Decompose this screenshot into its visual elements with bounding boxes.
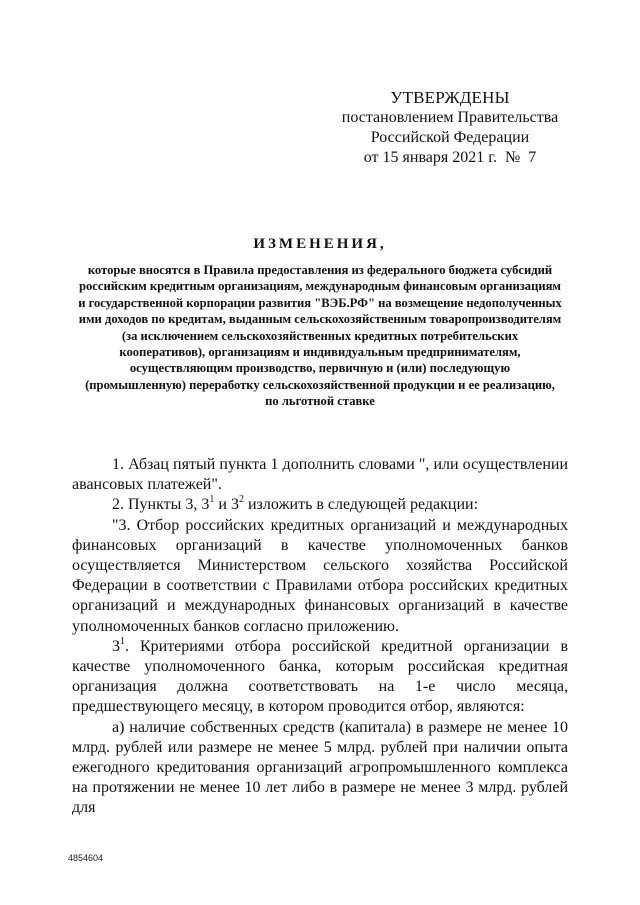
paragraph-5: а) наличие собственных средств (капитала) в размере не менее 10 млрд. рублей или размере не менее 5 млрд. рублей при наличии опыта ежегодного кредитования организаций агропромышленного комплекса на протяжении не менее 10 лет либо в размере не менее 3 млрд. рублей для	[72, 718, 568, 817]
document-title: ИЗМЕНЕНИЯ,	[253, 236, 387, 252]
approval-line-3: от 15 января 2021 г. № 7	[363, 149, 537, 166]
paragraph-4-part-b: . Критериями отбора российской кредитной организации в качестве уполномоченного банка, которым российская кредитная организация должна соответствовать на 1-е число месяца, предшествующего месяцу, в котором проводится отбор, являются:	[72, 637, 568, 716]
paragraph-2-part-b: и 3	[214, 496, 239, 514]
document-number: 4854604	[68, 853, 104, 863]
paragraph-1: 1. Абзац пятый пункта 1 дополнить словами ", или осуществлении авансовых платежей".	[72, 456, 568, 494]
paragraph-2-sup-1: 1	[209, 494, 215, 506]
approval-line-2: Российской Федерации	[370, 129, 530, 146]
paragraph-4	[72, 637, 568, 718]
approval-heading: УТВЕРЖДЕНЫ	[390, 88, 510, 107]
paragraph-4-part-a: 3	[112, 637, 120, 655]
paragraph-3: "3. Отбор российских кредитных организаций и международных финансовых организаций в качестве уполномоченных банков осуществляется Министерством сельского хозяйства Российской Федерации в соответствии с Правилами отбора российских кредитных организаций и международных финансовых организаций в качестве уполномоченных банков согласно приложению.	[72, 516, 568, 635]
paragraph-4-sup: 1	[120, 635, 125, 647]
paragraph-2	[72, 495, 568, 515]
paragraph-2-part-a: 2. Пункты 3, 3	[112, 496, 210, 514]
approval-block	[330, 88, 570, 168]
paragraph-2-sup-2: 2	[238, 494, 244, 506]
paragraph-2-part-c: изложить в следующей редакции:	[243, 496, 479, 514]
document-subtitle: которые вносятся в Правила предоставления из федерального бюджета субсидий российским кредитным организациям, международным финансовым организациям и государственной корпорации развития "ВЭБ.РФ" на возмещение недополученных ими доходов по кредитам, выданным сельскохозяйственным товаропроизводителям (за исключением сельскохозяйственных кредитных потребительских кооперативов), организациям и индивидуальным предпринимателям, осуществляющим производство, первичную и (или) последующую (промышленную) переработку сельскохозяйственной продукции и ее реализацию, по льготной ставке	[78, 263, 562, 409]
document-body	[72, 455, 568, 819]
approval-line-1: постановлением Правительства	[341, 109, 559, 126]
